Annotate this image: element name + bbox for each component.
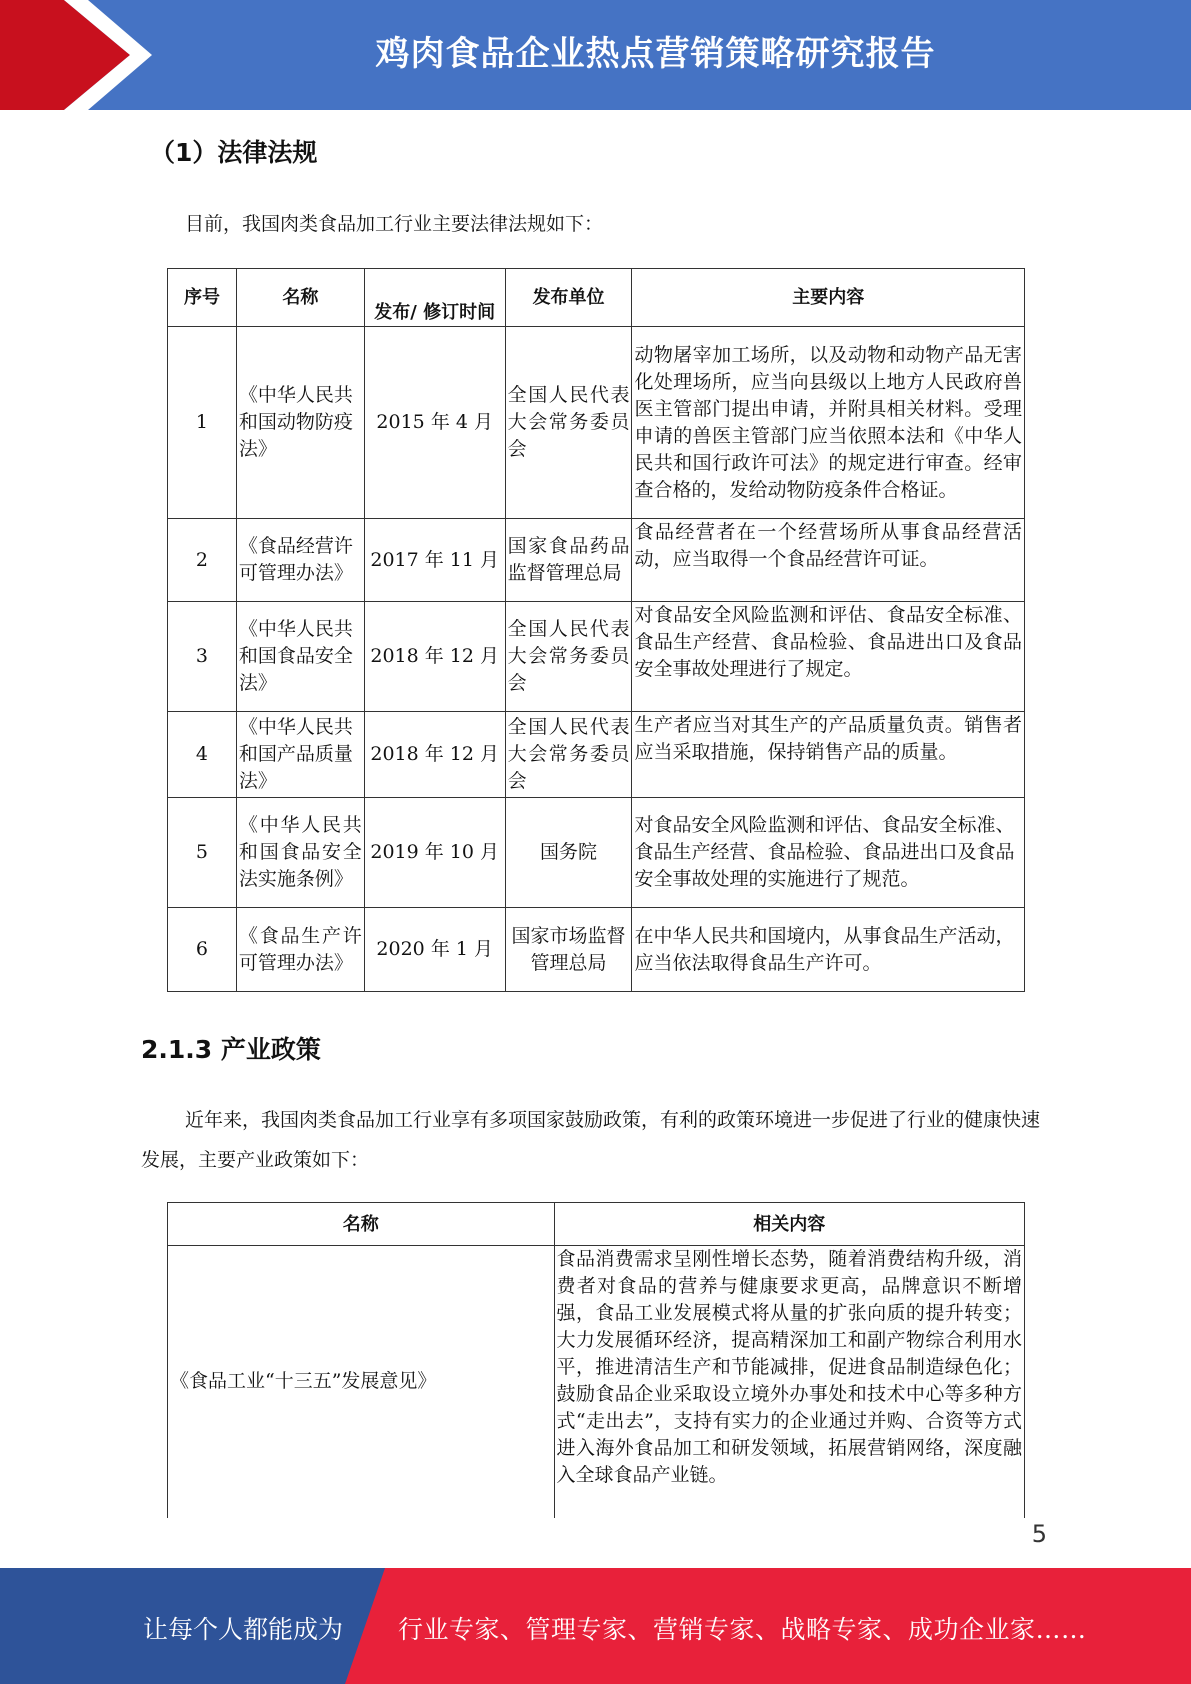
law-content: 食品经营者在一个经营场所从事食品经营活动，应当取得一个食品经营许可证。 — [632, 519, 1025, 602]
law-issuer: 全国人民代表大会常务委员会 — [505, 602, 632, 712]
law-name: 《中华人民共和国食品安全法》 — [236, 602, 364, 712]
report-title: 鸡肉食品企业热点营销策略研究报告 — [375, 34, 936, 74]
col-header-no: 序号 — [168, 269, 237, 327]
law-date: 2018 年 12 月 — [364, 602, 505, 712]
page-number: 5 — [1031, 1520, 1047, 1548]
section-heading-laws: （1）法律法规 — [150, 138, 318, 167]
law-no: 6 — [168, 908, 237, 992]
col-header-issuer: 发布单位 — [505, 269, 632, 327]
law-name: 《中华人民共和国食品安全法实施条例》 — [236, 798, 364, 908]
law-content: 在中华人民共和国境内，从事食品生产活动，应当依法取得食品生产许可。 — [632, 908, 1025, 992]
law-date: 2017 年 11 月 — [364, 519, 505, 602]
laws-table — [167, 268, 1025, 992]
law-name: 《食品经营许可管理办法》 — [236, 519, 364, 602]
table-row — [168, 798, 1025, 908]
table-row — [168, 602, 1025, 712]
law-issuer: 全国人民代表大会常务委员会 — [505, 327, 632, 519]
table-row — [168, 908, 1025, 992]
policy-table-header-row — [168, 1203, 1025, 1246]
col-header-date: 发布/ 修订时间 — [364, 269, 505, 327]
table-row — [168, 327, 1025, 519]
page-header — [0, 0, 1191, 110]
law-no: 1 — [168, 327, 237, 519]
law-content: 动物屠宰加工场所，以及动物和动物产品无害化处理场所，应当向县级以上地方人民政府兽医主管部门提出申请，并附具相关材料。受理申请的兽医主管部门应当依照本法和《中华人民共和国行政许可法》的规定进行审查。经审查合格的，发给动物防疫条件合格证。 — [632, 327, 1025, 519]
policy-content: 食品消费需求呈刚性增长态势，随着消费结构升级，消费者对食品的营养与健康要求更高，品牌意识不断增强，食品工业发展模式将从量的扩张向质的提升转变；大力发展循环经济，提高精深加工和副产物综合利用水平，推进清洁生产和节能减排，促进食品制造绿色化；鼓励食品企业采取设立境外办事处和技术中心等多种方式“走出去”，支持有实力的企业通过并购、合资等方式进入海外食品加工和研发领域，拓展营销网络，深度融入全球食品产业链。 — [554, 1246, 1024, 1518]
footer-slogan-right: 行业专家、管理专家、营销专家、战略专家、成功企业家…… — [398, 1615, 1087, 1644]
law-name: 《中华人民共和国动物防疫法》 — [236, 327, 364, 519]
law-content: 对食品安全风险监测和评估、食品安全标准、食品生产经营、食品检验、食品进出口及食品安全事故处理进行了规定。 — [632, 602, 1025, 712]
policy-name: 《食品工业“十三五”发展意见》 — [168, 1246, 555, 1518]
law-date: 2020 年 1 月 — [364, 908, 505, 992]
law-no: 3 — [168, 602, 237, 712]
law-no: 4 — [168, 712, 237, 798]
law-no: 2 — [168, 519, 237, 602]
law-issuer: 国家食品药品监督管理总局 — [505, 519, 632, 602]
table-row — [168, 1246, 1025, 1518]
law-no: 5 — [168, 798, 237, 908]
section-heading-industry-policy: 2.1.3 产业政策 — [141, 1035, 321, 1064]
table-row — [168, 712, 1025, 798]
col-header-content: 主要内容 — [632, 269, 1025, 327]
law-issuer: 全国人民代表大会常务委员会 — [505, 712, 632, 798]
law-date: 2019 年 10 月 — [364, 798, 505, 908]
laws-intro: 目前，我国肉类食品加工行业主要法律法规如下： — [185, 213, 604, 235]
law-date: 2018 年 12 月 — [364, 712, 505, 798]
law-name: 《中华人民共和国产品质量法》 — [236, 712, 364, 798]
table-row — [168, 519, 1025, 602]
col-header-name: 名称 — [236, 269, 364, 327]
law-issuer: 国务院 — [505, 798, 632, 908]
col-header-policy-name: 名称 — [168, 1203, 555, 1246]
law-content: 对食品安全风险监测和评估、食品安全标准、食品生产经营、食品检验、食品进出口及食品安全事故处理的实施进行了规范。 — [632, 798, 1025, 908]
law-issuer: 国家市场监督管理总局 — [505, 908, 632, 992]
footer-slogan-left: 让每个人都能成为 — [143, 1615, 344, 1644]
law-content: 生产者应当对其生产的产品质量负责。销售者应当采取措施，保持销售产品的质量。 — [632, 712, 1025, 798]
col-header-policy-content: 相关内容 — [554, 1203, 1024, 1246]
policy-intro: 近年来，我国肉类食品加工行业享有多项国家鼓励政策，有利的政策环境进一步促进了行业的健康快速发展，主要产业政策如下： — [141, 1109, 1041, 1171]
law-name: 《食品生产许可管理办法》 — [236, 908, 364, 992]
laws-table-header-row — [168, 269, 1025, 327]
policy-table — [167, 1202, 1025, 1518]
law-date: 2015 年 4 月 — [364, 327, 505, 519]
page-footer — [0, 1568, 1191, 1684]
